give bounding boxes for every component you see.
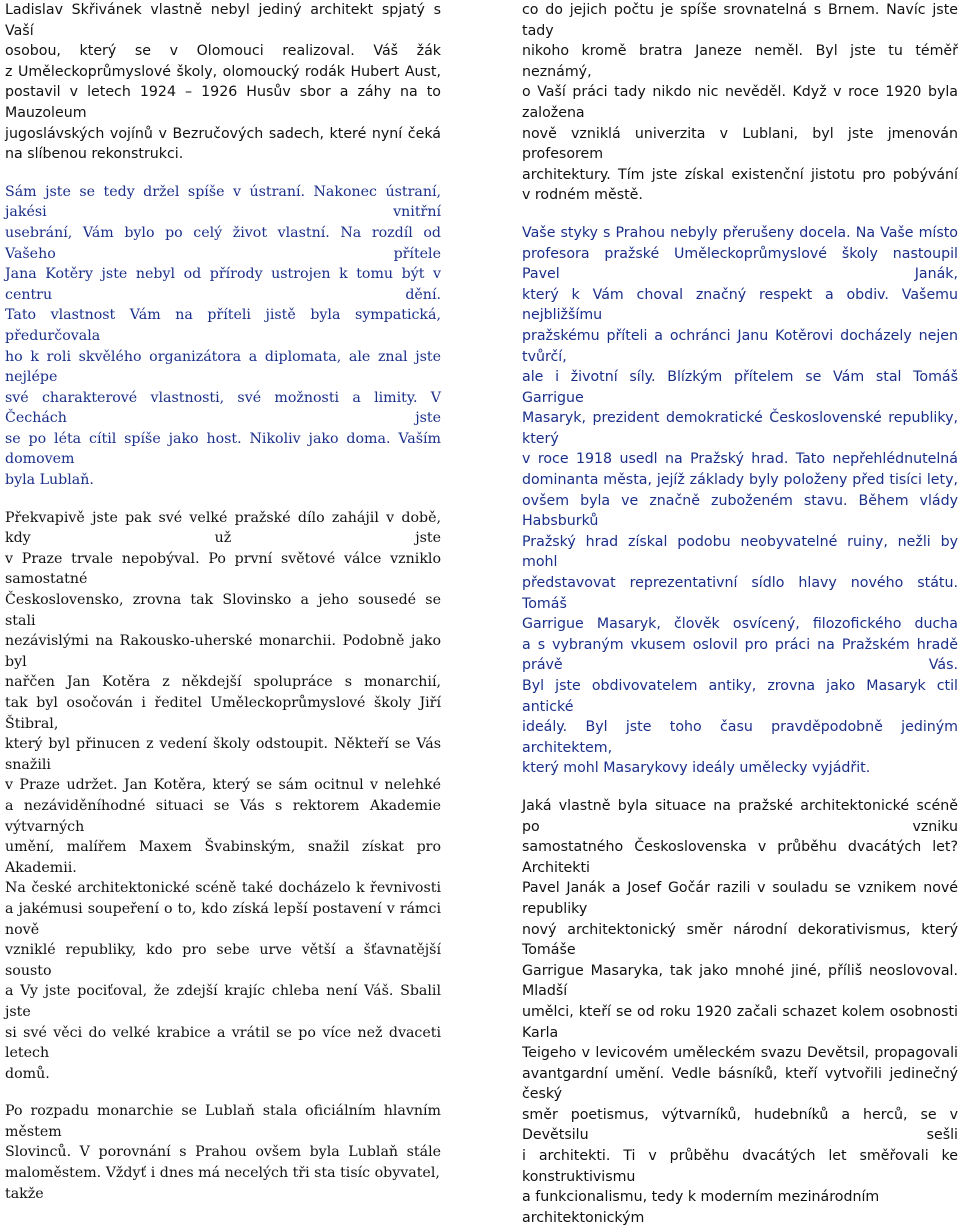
paragraph-ustrani: Sám jste se tedy držel spíše v ústraní. Nakonec ústraní, jakési vnitřní usebrání, Vám bylo po celý život vlastní. Na rozdíl od Vašeho přítele Jana Kotěry jste nebyl od přírody ustrojen k tomu být v centru dění. Tato vlastnost Vám na příteli jistě byla sympatická, předurčovala ho k roli skvělého organizátora a diplomata, ale znal jste nejlépe své charakterové vlastnosti, své možnosti a limity. V Čechách jste se po léta cítil spíše jako host. Nikoliv jako doma. Vaším domovem byla Lublaň.: [5, 183, 441, 489]
paragraph-gap: [5, 491, 441, 508]
paragraph-gap: [5, 165, 441, 182]
paragraph-aust: Ladislav Skřivánek vlastně nebyl jediný architekt spjatý s Vaší osobou, který se v Olomouci realizoval. Váš žák z Uměleckoprůmyslové školy, olomoucký rodák Hubert Aust, postavil v letech 1924 – 1926 Husův sbor a záhy na to Mauzoleum jugoslávských vojínů v Bezručových sadech, které nyní čeká na slíbenou rekonstrukci.: [5, 2, 441, 163]
paragraph-ljubljana: Po rozpadu monarchie se Lublaň stala oficiálním hlavním městem Slovinců. V porovnání s Prahou ovšem byla Lublaň stále maloměstem. Vždyť i dnes má necelých tři sta tisíc obyvatel, takže: [5, 1103, 441, 1202]
paragraph-prague-work: Překvapivě jste pak své velké pražské dílo zahájil v době, kdy už jste v Praze trvale nepobýval. Po první světové válce vzniklo samostatné Československo, zrovna tak Slovinsko a jeho sousedé se stali nezávislými na Rakousko-uherské monarchii. Podobně jako byl nařčen Jan Kotěra z někdejší spolupráce s monarchií, tak byl osočován i ředitel Uměleckoprůmyslové školy Jiří Štibral, který byl přinucen z vedení školy odstoupit. Někteří se Vás snažili v Praze udržet. Jan Kotěra, který se sám ocitnul v nelehké a nezáviděníhodné situaci se Vás s rektorem Akademie výtvarných umění, malířem Maxem Švabinským, snažil získat pro Akademii. Na české architektonické scéně také docházelo k řevnivosti a jakémusi soupeření o to, kdo získá lepší postavení v rámci nově vzniklé republiky, kdo pro sebe urve větší a šťavnatější sousto a Vy jste pociťoval, že zdejší krajíc chleba není Váš. Sbalil jste si své věci do velké krabice a vrátil se po více než dvaceti letech domů.: [5, 509, 441, 1082]
paragraph-gap: [5, 1084, 441, 1101]
left-column: [5, 0, 441, 1204]
right-column: [522, 0, 958, 1228]
paragraph-gap: [522, 779, 958, 796]
paragraph-brno: co do jejich počtu je spíše srovnatelná s Brnem. Navíc jste tady nikoho kromě bratra Janeze neměl. Byl jste tu téměř neznámý, o Vaší práci tady nikdo nic nevěděl. Když v roce 1920 byla založena nově vzniklá univerzita v Lublani, byl jste jmenován profesorem architektury. Tím jste získal existenční jistotu pro pobývání v rodném městě.: [522, 2, 958, 204]
paragraph-masaryk: Vaše styky s Prahou nebyly přerušeny docela. Na Vaše místo profesora pražské Uměleckoprůmyslové školy nastoupil Pavel Janák, který k Vám choval značný respekt a obdiv. Vašemu nejbližšímu pražskému příteli a ochránci Janu Kotěrovi docházely nejen tvůrčí, ale i životní síly. Blízkým přítelem se Vám stal Tomáš Garrigue Masaryk, prezident demokratické Československé republiky, který v roce 1918 usedl na Pražský hrad. Tato nepřehlédnutelná dominanta města, jejíž základy byly položeny před tisíci lety, ovšem byla ve značně zuboženém stavu. Během vlády Habsburků Pražský hrad získal podobu neobyvatelné ruiny, nežli by mohl představovat reprezentativní sídlo hlavy nového státu. Tomáš Garrigue Masaryk, člověk osvícený, filozofického ducha a s vybraným vkusem oslovil pro práci na Pražském hradě právě Vás. Byl jste obdivovatelem antiky, zrovna jako Masaryk ctil antické ideály. Byl jste toho času pravděpodobně jediným architektem, který mohl Masarykovy ideály umělecky vyjádřit.: [522, 224, 958, 777]
paragraph-gap: [522, 206, 958, 223]
paragraph-architecture-scene: Jaká vlastně byla situace na pražské architektonické scéně po vzniku samostatného Československa v průběhu dvacátých let? Architekti Pavel Janák a Josef Gočár razili v souladu se vznikem nové republiky nový architektonický směr národní dekorativismus, který Tomáše Garrigue Masaryka, tak jako mnohé jiné, příliš neoslovoval. Mladší umělci, kteří se od roku 1920 začali schazet kolem osobnosti Karla Teigeho v levicovém uměleckém svazu Devětsil, propagovali avantgardní umění. Vedle básníků, kteří vytvořili jedinečný český směr poetismus, výtvarníků, hudebníků a herců, se v Devětsilu sešli i architekti. Ti v průběhu dvacátých let směřovali ke konstruktivismu a funkcionalismu, tedy k moderním mezinárodním architektonickým: [522, 797, 958, 1226]
